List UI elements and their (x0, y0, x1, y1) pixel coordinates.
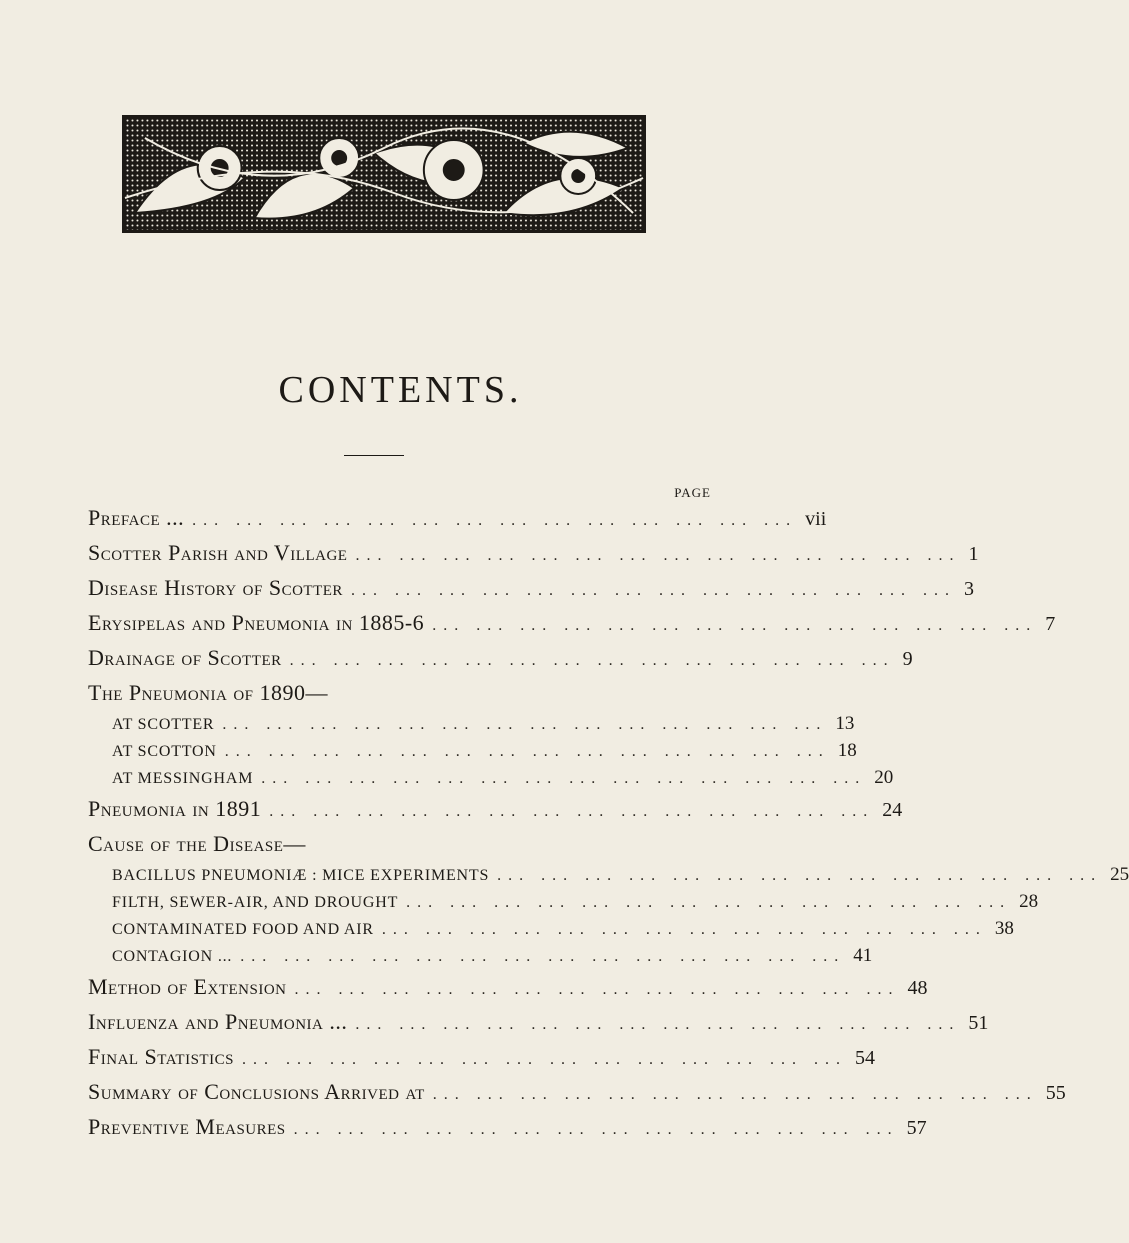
toc-entry-label: Erysipelas and Pneumonia in 1885-6 (88, 610, 425, 635)
leader-dots: ... ... ... ... ... ... ... ... ... ... ... ... ... ... (355, 1016, 961, 1033)
toc-entry-page: 24 (882, 799, 903, 821)
toc-subentry[interactable] (88, 764, 894, 791)
toc-entry[interactable] (88, 1039, 875, 1074)
toc-entry-label: Cause of the Disease— (88, 831, 306, 856)
toc-subentry-label: CONTAMINATED FOOD AND AIR (112, 921, 374, 938)
leader-dots: ... ... ... ... ... ... ... ... ... ... ... ... ... ... (432, 617, 1038, 634)
leader-dots: ... ... ... ... ... ... ... ... ... ... ... ... ... ... (222, 716, 828, 733)
toc-subentry-label: FILTH, SEWER-AIR, AND DROUGHT (112, 894, 399, 911)
toc-entry[interactable] (88, 535, 979, 570)
toc-entry-page: vii (805, 508, 827, 530)
toc-entry[interactable] (88, 640, 913, 675)
toc-subentry-label: BACILLUS PNEUMONIÆ : MICE EXPERIMENTS (112, 867, 490, 884)
toc-subentry[interactable] (88, 737, 857, 764)
toc-entry-page: 25 (1110, 864, 1129, 885)
leader-dots: ... ... ... ... ... ... ... ... ... ... ... ... ... ... (241, 1051, 847, 1068)
title-rule (344, 455, 404, 456)
toc-entry[interactable] (88, 605, 1056, 640)
toc-entry-page: 41 (853, 945, 873, 966)
toc-entry-page: 18 (837, 740, 857, 761)
table-of-contents (88, 500, 1129, 1144)
leader-dots: ... ... ... ... ... ... ... ... ... ... ... ... ... ... (240, 948, 846, 965)
toc-entry-page: 7 (1045, 613, 1056, 635)
toc-entry-label: Disease History of Scotter (88, 575, 343, 600)
toc-entry-label: Method of Extension (88, 974, 287, 999)
floral-ornament-banner (122, 115, 646, 233)
leader-dots: ... ... ... ... ... ... ... ... ... ... ... ... ... ... (406, 894, 1012, 911)
toc-entry[interactable] (88, 1109, 927, 1144)
toc-subentry-label: AT SCOTTER (112, 716, 215, 733)
toc-entry[interactable] (88, 500, 827, 535)
leader-dots: ... ... ... ... ... ... ... ... ... ... ... ... ... ... (293, 1121, 899, 1138)
leader-dots: ... ... ... ... ... ... ... ... ... ... ... ... ... ... (192, 512, 798, 529)
toc-subentry[interactable] (88, 861, 1129, 888)
toc-subentry-label: CONTAGION ... (112, 948, 233, 965)
toc-entry-label: The Pneumonia of 1890— (88, 680, 329, 705)
page-column-header: PAGE (674, 485, 711, 500)
toc-entry-page: 3 (963, 578, 974, 600)
toc-entry-label: Summary of Conclusions Arrived at (88, 1079, 425, 1104)
leader-dots: ... ... ... ... ... ... ... ... ... ... ... ... ... ... (432, 1086, 1038, 1103)
toc-entry-page: 51 (968, 1012, 989, 1034)
toc-subentry-label: AT MESSINGHAM (112, 770, 254, 787)
toc-subentry[interactable] (88, 888, 1039, 915)
leader-dots: ... ... ... ... ... ... ... ... ... ... ... ... ... ... (294, 981, 900, 998)
toc-entry-page: 38 (994, 918, 1014, 939)
toc-entry-page: 28 (1019, 891, 1039, 912)
toc-entry-label: Preface ... (88, 505, 185, 530)
toc-entry-label: Final Statistics (88, 1044, 234, 1069)
toc-entry-page: 48 (907, 977, 928, 999)
toc-entry-page: 54 (854, 1047, 875, 1069)
leader-dots: ... ... ... ... ... ... ... ... ... ... ... ... ... ... (261, 770, 867, 787)
toc-section-heading[interactable] (88, 675, 711, 710)
toc-entry-label: Preventive Measures (88, 1114, 286, 1139)
leader-dots: ... ... ... ... ... ... ... ... ... ... ... ... ... ... (381, 921, 987, 938)
toc-entry-label: Scotter Parish and Village (88, 540, 348, 565)
toc-entry-page: 1 (968, 543, 979, 565)
toc-entry[interactable] (88, 1004, 989, 1039)
toc-entry[interactable] (88, 791, 903, 826)
toc-section-heading[interactable] (88, 826, 711, 861)
leader-dots: ... ... ... ... ... ... ... ... ... ... ... ... ... ... (269, 803, 875, 820)
toc-subentry[interactable] (88, 915, 1014, 942)
toc-entry[interactable] (88, 969, 928, 1004)
toc-entry-label: Drainage of Scotter (88, 645, 282, 670)
leader-dots: ... ... ... ... ... ... ... ... ... ... ... ... ... ... (497, 867, 1103, 884)
leader-dots: ... ... ... ... ... ... ... ... ... ... ... ... ... ... (289, 652, 895, 669)
page-title: CONTENTS. (278, 369, 523, 411)
toc-subentry[interactable] (88, 942, 873, 969)
floral-ornament-icon (125, 118, 643, 230)
leader-dots: ... ... ... ... ... ... ... ... ... ... ... ... ... ... (350, 582, 956, 599)
toc-entry[interactable] (88, 1074, 1066, 1109)
toc-entry[interactable] (88, 570, 974, 605)
toc-entry-page: 55 (1045, 1082, 1066, 1104)
toc-subentry[interactable] (88, 710, 855, 737)
toc-entry-page: 20 (874, 767, 894, 788)
toc-entry-label: Influenza and Pneumonia ... (88, 1009, 348, 1034)
toc-subentry-label: AT SCOTTON (112, 743, 217, 760)
toc-entry-page: 13 (835, 713, 855, 734)
leader-dots: ... ... ... ... ... ... ... ... ... ... ... ... ... ... (355, 547, 961, 564)
toc-entry-label: Pneumonia in 1891 (88, 796, 262, 821)
toc-entry-page: 9 (902, 648, 913, 670)
toc-entry-page: 57 (906, 1117, 927, 1139)
leader-dots: ... ... ... ... ... ... ... ... ... ... ... ... ... ... (224, 743, 830, 760)
